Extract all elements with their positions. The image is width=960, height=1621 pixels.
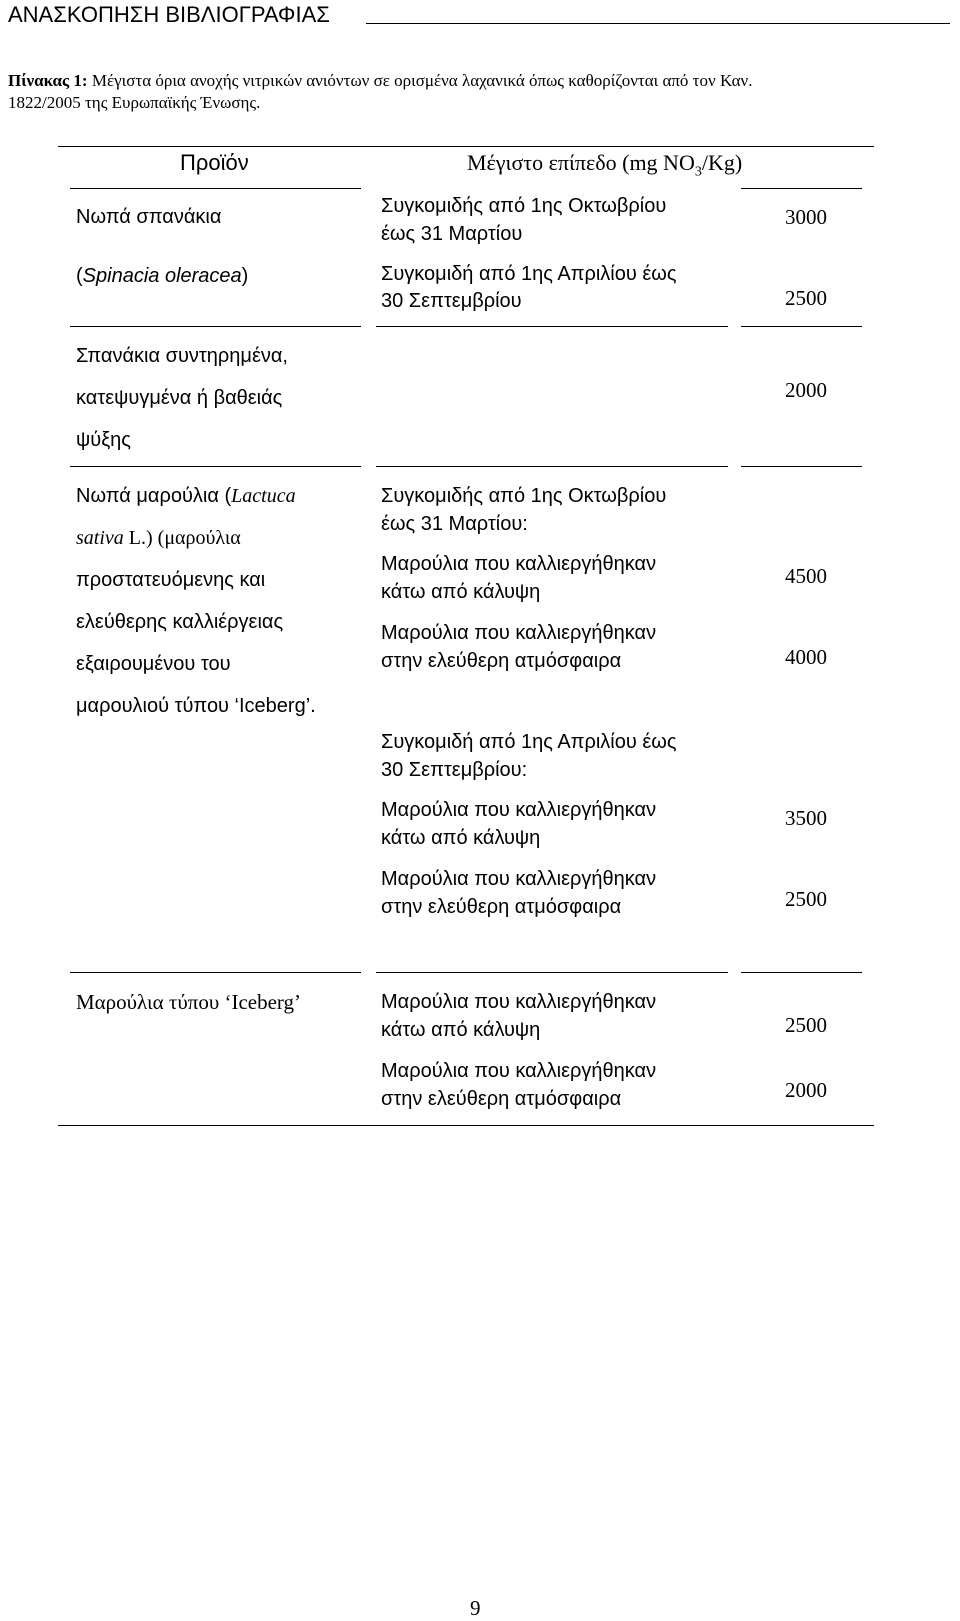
- caption-text-line1: Μέγιστα όρια ανοχής νιτρικών ανιόντων σε ορισμένα λαχανικά όπως καθορίζονται από τον Καν.: [91, 71, 753, 90]
- spinach-rule-value: [741, 326, 862, 327]
- frozen-rule-value: [741, 466, 862, 467]
- frozen-spinach-value: 2000: [785, 378, 827, 402]
- page-number: 9: [470, 1596, 481, 1620]
- lettuce-p2-value-covered: 3500: [785, 806, 827, 830]
- caption-label: Πίνακας 1:: [8, 71, 88, 90]
- lettuce-period-2-line1: Συγκομιδή από 1ης Απριλίου έως: [381, 731, 677, 753]
- iceberg-value-open: 2000: [785, 1078, 827, 1102]
- lettuce-rule-condition: [376, 972, 728, 973]
- iceberg-value-covered: 2500: [785, 1013, 827, 1037]
- lettuce-p1-covered-line1: Μαρούλια που καλλιεργήθηκαν: [381, 553, 657, 575]
- latin-name-spinacia: Spinacia oleracea: [82, 265, 242, 287]
- lettuce-p1-value-covered: 4500: [785, 564, 827, 588]
- iceberg-open-line1: Μαρούλια που καλλιεργήθηκαν: [381, 1060, 657, 1082]
- lettuce-rule-product: [70, 972, 361, 973]
- lettuce-p2-covered-line2: κάτω από κάλυψη: [381, 827, 541, 849]
- caption-text-line2: 1822/2005 της Ευρωπαϊκής Ένωσης.: [8, 93, 261, 112]
- spinach-condition-2-line2: 30 Σεπτεμβρίου: [381, 290, 522, 312]
- latin-genus-lactuca: Lactuca: [231, 485, 296, 507]
- product-fresh-lettuce-line4: ελεύθερης καλλιέργειας: [76, 611, 284, 633]
- product-iceberg-lettuce: Μαρούλια τύπου ‘Iceberg’: [76, 990, 302, 1014]
- spinach-condition-2-line1: Συγκομιδή από 1ης Απριλίου έως: [381, 263, 677, 285]
- product-fresh-lettuce-line5: εξαιρουμένου του: [76, 653, 231, 675]
- lettuce-period-1-line2: έως 31 Μαρτίου:: [381, 513, 528, 535]
- frozen-rule-product: [70, 466, 361, 467]
- spinach-condition-1-line2: έως 31 Μαρτίου: [381, 223, 523, 245]
- product-fresh-lettuce-line1: [76, 482, 296, 511]
- lettuce-p2-open-line2: στην ελεύθερη ατμόσφαιρα: [381, 896, 622, 918]
- spinach-rule-product: [70, 326, 361, 327]
- table-top-rule: [58, 146, 874, 147]
- lettuce-line2-text: L.) (μαρούλια: [123, 527, 241, 549]
- header-rule-product: [70, 188, 361, 189]
- product-fresh-spinach: Νωπά σπανάκια: [76, 206, 222, 228]
- header-rule-value: [741, 188, 862, 189]
- max-level-subscript: 3: [694, 164, 702, 180]
- lettuce-p1-value-open: 4000: [785, 645, 827, 669]
- lettuce-p1-covered-line2: κάτω από κάλυψη: [381, 581, 541, 603]
- product-fresh-lettuce-line2: [76, 524, 241, 553]
- lettuce-line1-text: Νωπά μαρούλια (: [76, 485, 232, 507]
- latin-species-sativa: sativa: [76, 527, 124, 549]
- running-head: ΑΝΑΣΚΟΠΗΣΗ ΒΙΒΛΙΟΓΡΑΦΙΑΣ: [8, 2, 330, 27]
- frozen-rule-condition: [376, 466, 728, 467]
- product-fresh-lettuce-line3: προστατευόμενης και: [76, 569, 266, 591]
- column-header-product: Προϊόν: [180, 150, 249, 175]
- lettuce-p2-covered-line1: Μαρούλια που καλλιεργήθηκαν: [381, 799, 657, 821]
- lettuce-p2-open-line1: Μαρούλια που καλλιεργήθηκαν: [381, 868, 657, 890]
- table-caption: [8, 70, 958, 114]
- spinach-value-1: 3000: [785, 205, 827, 229]
- lettuce-period-1-line1: Συγκομιδής από 1ης Οκτωβρίου: [381, 485, 667, 507]
- lettuce-p2-value-open: 2500: [785, 887, 827, 911]
- product-frozen-spinach-line1: Σπανάκια συντηρημένα,: [76, 345, 288, 367]
- paren-open: (: [76, 265, 83, 287]
- column-header-max-level: [467, 150, 742, 180]
- spinach-value-2: 2500: [785, 286, 827, 310]
- iceberg-open-line2: στην ελεύθερη ατμόσφαιρα: [381, 1088, 622, 1110]
- lettuce-p1-open-line2: στην ελεύθερη ατμόσφαιρα: [381, 650, 622, 672]
- iceberg-covered-line2: κάτω από κάλυψη: [381, 1019, 541, 1041]
- lettuce-p1-open-line1: Μαρούλια που καλλιεργήθηκαν: [381, 622, 657, 644]
- product-fresh-spinach-latin: [76, 262, 248, 291]
- paren-close: ): [241, 265, 249, 287]
- max-level-suffix: /Kg): [701, 150, 743, 175]
- product-frozen-spinach-line2: κατεψυγμένα ή βαθειάς: [76, 387, 283, 409]
- product-fresh-lettuce-line6: μαρουλιού τύπου ‘Iceberg’.: [76, 695, 316, 717]
- spinach-rule-condition: [376, 326, 728, 327]
- iceberg-covered-line1: Μαρούλια που καλλιεργήθηκαν: [381, 991, 657, 1013]
- product-frozen-spinach-line3: ψύξης: [76, 429, 131, 451]
- spinach-condition-1-line1: Συγκομιδής από 1ης Οκτωβρίου: [381, 195, 667, 217]
- table-bottom-rule: [58, 1125, 874, 1126]
- lettuce-rule-value: [741, 972, 862, 973]
- lettuce-period-2-line2: 30 Σεπτεμβρίου:: [381, 759, 528, 781]
- running-head-rule: [366, 23, 950, 24]
- max-level-prefix: Μέγιστο επίπεδο (mg NO: [467, 150, 695, 175]
